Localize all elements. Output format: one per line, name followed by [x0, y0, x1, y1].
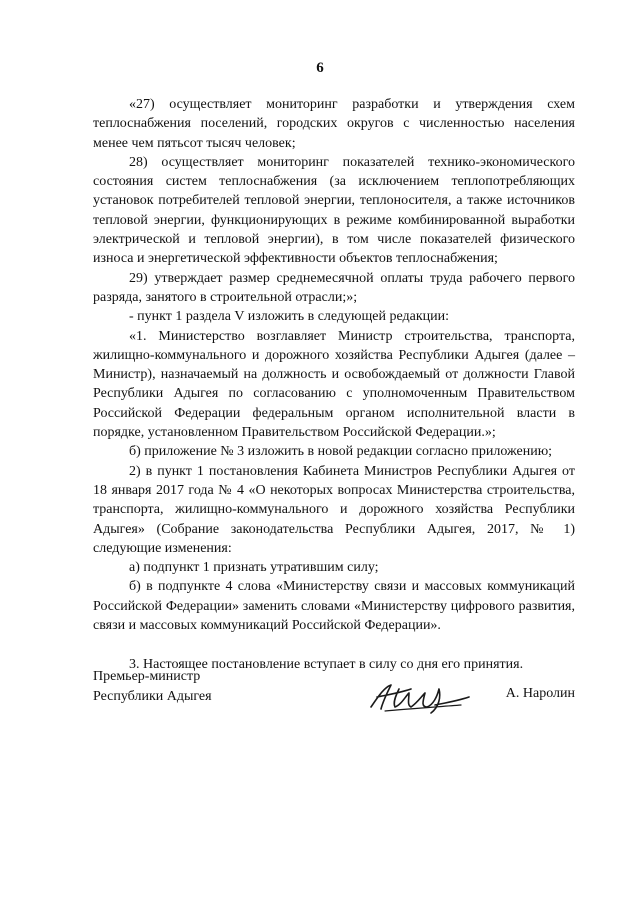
signature-block	[93, 667, 575, 727]
paragraph-item-2b: б) в подпункте 4 слова «Министерству связи и массовых коммуникаций Российской Федерации» заменить словами «Министерству цифрового развития, связи и массовых коммуникаций Российской Федерации».	[93, 579, 575, 634]
paragraph-27: «27) осуществляет мониторинг разработки и утверждения схем теплоснабжения поселений, городских округов с численностью населения менее чем пятьсот тысяч человек;	[93, 97, 575, 151]
signatory-title	[93, 667, 212, 706]
paragraph-28: 28) осуществляет мониторинг показателей технико-экономического состояния систем теплоснабжения (за исключением теплопотребляющих установок потребителей тепловой энергии, теплоносителя, а также источников тепловой энергии, функционирующих в режиме комбинированной выработки электрической и тепловой энергии), в том числе показателей физического износа и энергетической эффективности объектов теплоснабжения;	[93, 154, 575, 267]
paragraph-minister: «1. Министерство возглавляет Министр строительства, транспорта, жилищно-коммунального и дорожного хозяйства Республики Адыгея (далее – Министр), назначаемый на должность и освобождаемый от должности Главой Республики Адыгея по согласованию с уполномоченным Правительством Российской Федерации федеральным органом исполнительной власти в порядке, установленном Правительством Российской Федерации.»;	[93, 328, 575, 441]
signature-icon	[365, 675, 475, 719]
paragraph-item-2a: а) подпункт 1 признать утратившим силу;	[129, 560, 379, 576]
paragraph-appendix: б) приложение № 3 изложить в новой редакции согласно приложению;	[129, 444, 553, 460]
signatory-title-line2: Республики Адыгея	[93, 688, 212, 704]
paragraph-item-3: 3. Настоящее постановление вступает в силу со дня его принятия.	[129, 657, 524, 673]
paragraph-29: 29) утверждает размер среднемесячной оплаты труда рабочего первого разряда, занятого в строительной отрасли;»;	[93, 270, 575, 305]
signatory-name: А. Наролин	[505, 686, 575, 701]
document-body	[93, 95, 575, 675]
page-number: 6	[316, 60, 324, 76]
signatory-title-line1: Премьер-министр	[93, 669, 201, 684]
paragraph-item-2: 2) в пункт 1 постановления Кабинета Министров Республики Адыгея от 18 января 2017 года № 4 «О некоторых вопросах Министерства строительства, транспорта, жилищно-коммунального и дорожного хозяйства Республики Адыгея» (Собрание законодательства Республики Адыгея, 2017, № 1) следующие изменения:	[93, 463, 575, 556]
paragraph-section-v: - пункт 1 раздела V изложить в следующей редакции:	[129, 309, 450, 325]
paragraph-gap	[93, 635, 575, 655]
